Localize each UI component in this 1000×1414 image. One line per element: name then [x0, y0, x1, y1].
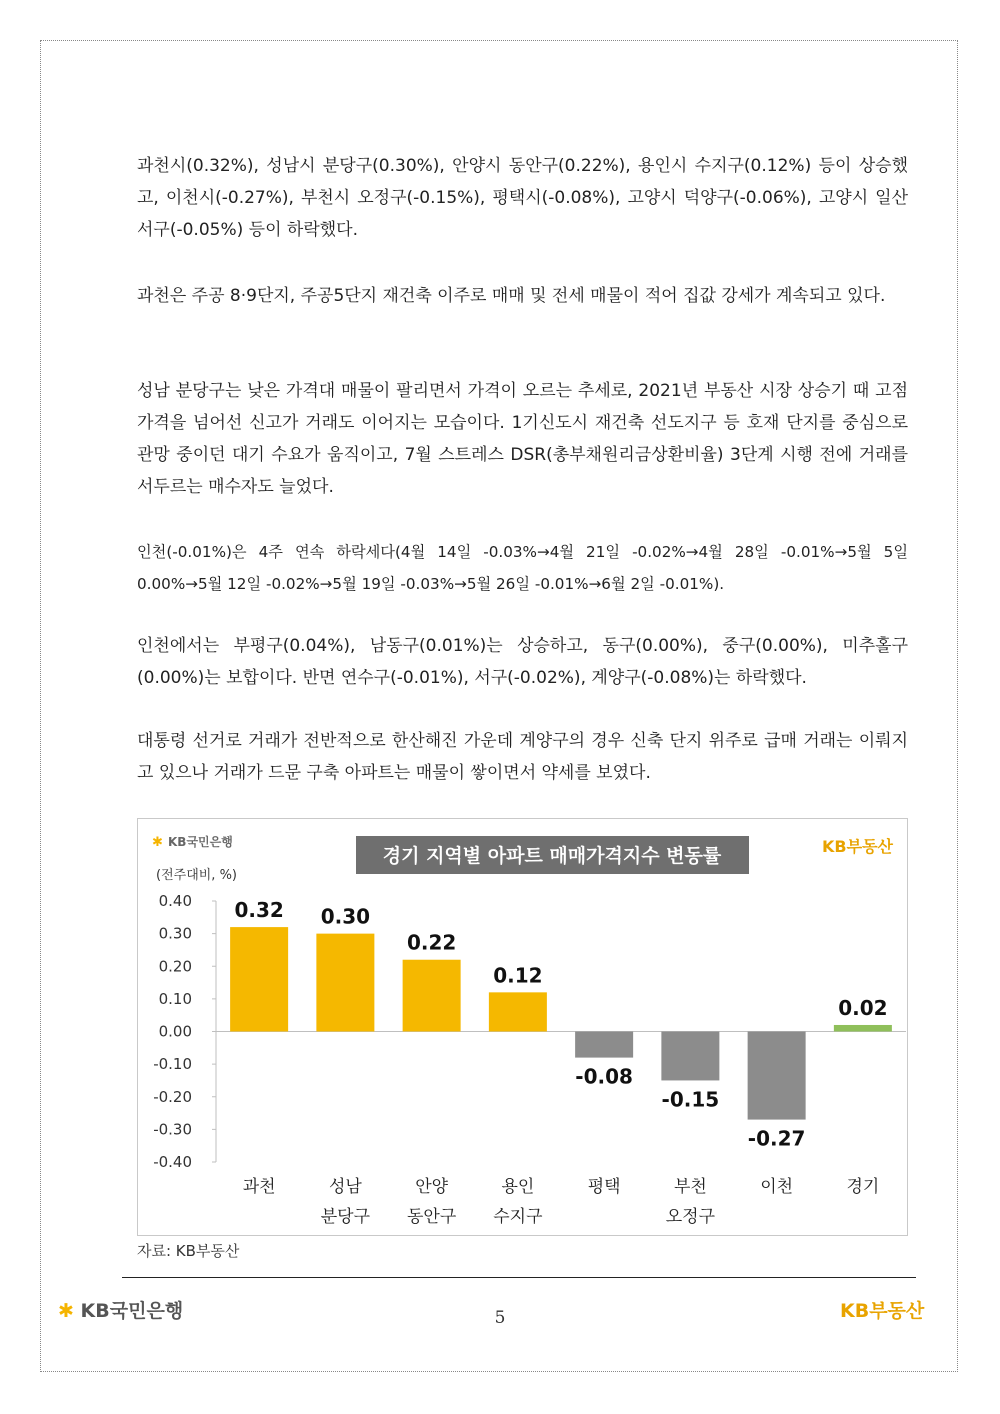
x-tick-label: 이천	[760, 1177, 794, 1197]
x-tick-label: 성남	[328, 1177, 362, 1197]
footer-divider	[122, 1277, 916, 1278]
chart-logo-left	[152, 834, 233, 850]
bar	[316, 934, 374, 1032]
x-tick-label: 용인	[501, 1177, 535, 1197]
paragraph-gyeonggi-summary: 과천시(0.32%), 성남시 분당구(0.30%), 안양시 동안구(0.22%), 용인시 수지구(0.12%) 등이 상승했고, 이천시(-0.27%), 부천시 오정구(-0.15%), 평택시(-0.08%), 고양시 덕양구(-0.06%), 고양시 일산서구(-0.05%) 등이 하락했다.	[137, 156, 908, 240]
bar-chart	[138, 819, 907, 1235]
x-axis-labels-group	[243, 1176, 880, 1227]
star-icon: ✱	[58, 1300, 74, 1322]
bar	[575, 1032, 633, 1058]
chart-logo-right: KB부동산	[822, 837, 893, 856]
bar-value-label: 0.32	[234, 898, 284, 923]
bar-value-label: 0.02	[838, 995, 888, 1020]
y-tick-label: 0.30	[158, 924, 192, 943]
paragraph-gwacheon: 과천은 주공 8·9단지, 주공5단지 재건축 이주로 매매 및 전세 매물이 적어 집값 강세가 계속되고 있다.	[137, 286, 886, 306]
star-icon: ✱	[152, 835, 163, 850]
bar-value-label: 0.12	[493, 963, 543, 988]
bar	[403, 960, 461, 1032]
x-tick-label: 오정구	[665, 1207, 716, 1227]
x-tick-label: 평택	[587, 1177, 621, 1197]
bar	[230, 927, 288, 1031]
bar	[661, 1032, 719, 1081]
chart-logo-left-text: KB국민은행	[168, 835, 233, 849]
y-tick-label: -0.10	[153, 1055, 192, 1074]
y-tick-label: 0.10	[158, 989, 192, 1008]
bar-value-label: -0.08	[575, 1064, 633, 1089]
x-tick-label: 수지구	[493, 1207, 543, 1227]
y-tick-label: -0.40	[153, 1153, 192, 1171]
bar-value-label: -0.15	[661, 1087, 720, 1112]
y-tick-label: 0.20	[158, 957, 192, 976]
y-axis-label: (전주대비, %)	[156, 868, 237, 883]
bar	[748, 1032, 806, 1120]
x-tick-label: 과천	[242, 1177, 276, 1197]
chart-title: 경기 지역별 아파트 매매가격지수 변동률	[382, 845, 722, 867]
footer-logo-left-text: KB국민은행	[80, 1300, 184, 1322]
y-tick-label: 0.40	[158, 892, 192, 910]
bar-value-label: -0.27	[747, 1126, 806, 1151]
paragraph-incheon-trend: 인천(-0.01%)은 4주 연속 하락세다(4월 14일 -0.03%→4월 21일 -0.02%→4월 28일 -0.01%→5월 5일 0.00%→5월 12일 -0.02%→5월 19일 -0.03%→5월 26일 -0.01%→6월 2일 -0.01%).	[137, 543, 908, 593]
source-note: 자료: KB부동산	[137, 1242, 240, 1260]
page-number: 5	[494, 1308, 506, 1328]
x-tick-label: 경기	[846, 1177, 880, 1197]
y-tick-label: -0.20	[153, 1087, 192, 1106]
bars-group	[230, 927, 892, 1119]
x-tick-label: 분당구	[320, 1207, 371, 1227]
bar-value-label: 0.22	[406, 930, 457, 955]
chart-container	[137, 818, 908, 1236]
x-tick-label: 안양	[415, 1177, 449, 1197]
paragraph-gyeyang: 대통령 선거로 거래가 전반적으로 한산해진 가운데 계양구의 경우 신축 단지 위주로 급매 거래는 이뤄지고 있으나 거래가 드문 구축 아파트는 매물이 쌓이면서 약세를 보였다.	[137, 731, 908, 783]
paragraph-seongnam: 성남 분당구는 낮은 가격대 매물이 팔리면서 가격이 오르는 추세로, 2021년 부동산 시장 상승기 때 고점가격을 넘어선 신고가 거래도 이어지는 모습이다. 1기신도시 재건축 선도지구 등 호재 단지를 중심으로 관망 중이던 대기 수요가 움직이고, 7월 스트레스 DSR(총부채원리금상환비율) 3단계 시행 전에 거래를 서두르는 매수자도 늘었다.	[137, 381, 908, 497]
x-tick-label: 동안구	[406, 1207, 457, 1227]
bar	[834, 1025, 892, 1032]
y-tick-label: -0.30	[153, 1120, 192, 1139]
y-axis-ticks	[153, 892, 216, 1171]
footer-logo-kb-realestate: KB부동산	[840, 1300, 925, 1322]
x-tick-label: 부천	[673, 1177, 707, 1197]
bar	[489, 992, 547, 1031]
bar-value-label: 0.30	[320, 904, 371, 929]
paragraph-incheon-districts: 인천에서는 부평구(0.04%), 남동구(0.01%)는 상승하고, 동구(0.00%), 중구(0.00%), 미추홀구(0.00%)는 보합이다. 반면 연수구(-0.01%), 서구(-0.02%), 계양구(-0.08%)는 하락했다.	[137, 636, 908, 688]
y-tick-label: 0.00	[158, 1022, 192, 1041]
